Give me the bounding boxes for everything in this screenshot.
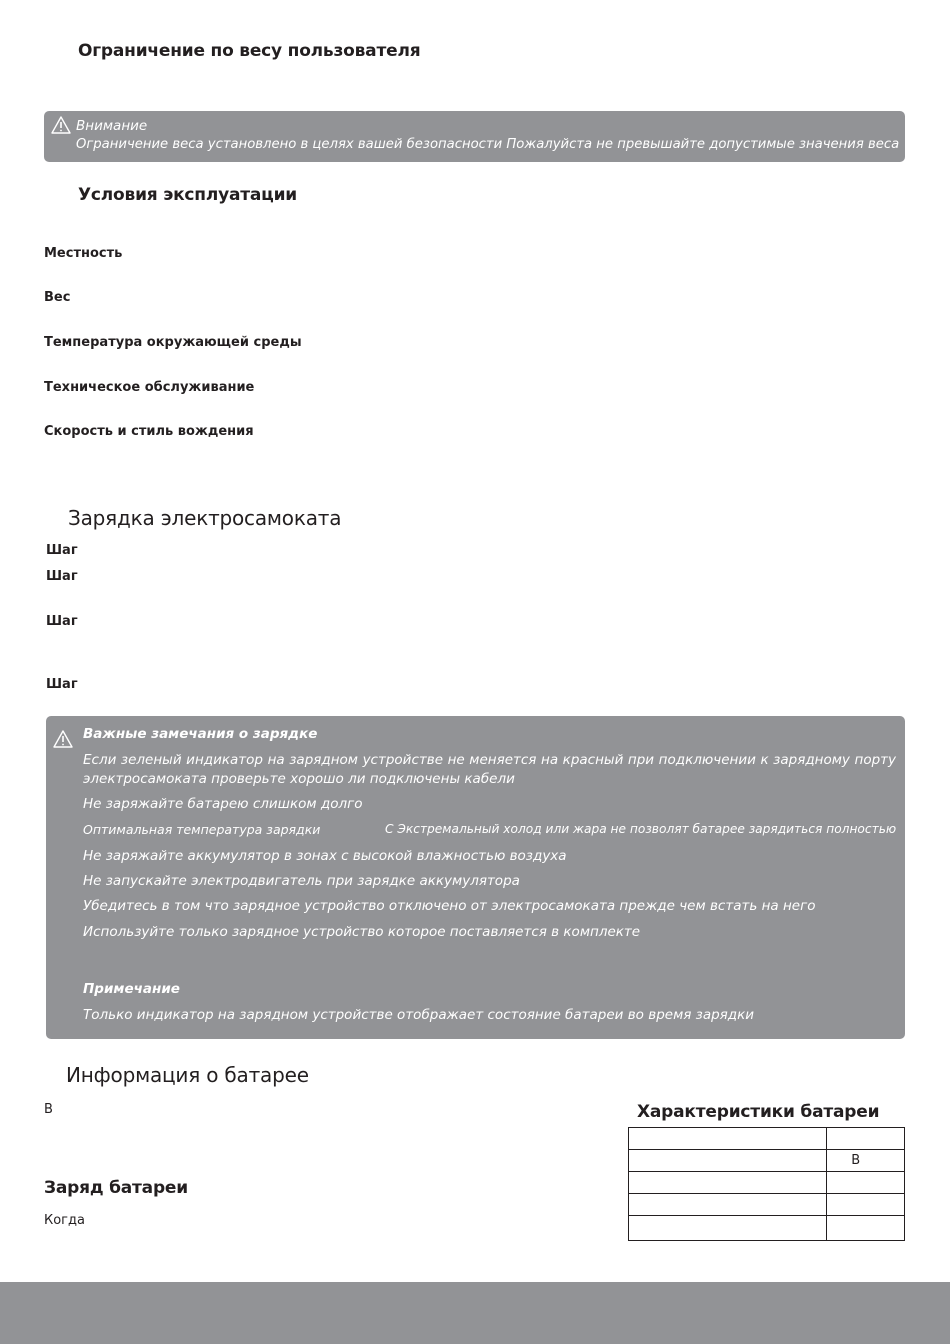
charging-note-indicator: Если зеленый индикатор на зарядном устройстве не меняется на красный при подключении к зарядному порту электросамоката проверьте хорошо ли подключены кабели — [83, 752, 896, 787]
condition-maintenance: Техническое обслуживание — [44, 380, 255, 395]
battery-specs-table — [628, 1127, 905, 1241]
charging-note-2: Оптимальная температура зарядки — [83, 822, 321, 837]
warning-icon — [51, 116, 71, 134]
charging-remark-title: Примечание — [83, 981, 180, 997]
spec-value-cell — [827, 1172, 905, 1194]
charging-step-4: Шаг — [46, 677, 78, 692]
charging-note-6: Используйте только зарядное устройство которое поставляется в комплекте — [83, 924, 641, 940]
table-row — [629, 1194, 905, 1216]
charging-notes-box — [46, 716, 905, 1039]
charging-remark-text: Только индикатор на зарядном устройстве отображает состояние батареи во время зарядки — [83, 1007, 755, 1023]
charging-heading: Зарядка электросамоката — [68, 506, 342, 530]
spec-label-cell — [629, 1150, 827, 1172]
charging-note-1: Не заряжайте батарею слишком долго — [83, 796, 363, 812]
spec-value-cell — [827, 1128, 905, 1150]
charging-step-2: Шаг — [46, 569, 78, 584]
table-row — [629, 1128, 905, 1150]
battery-charge-text: Когда — [44, 1213, 85, 1228]
spec-value-cell: В — [827, 1150, 905, 1172]
table-row — [629, 1216, 905, 1241]
weight-warning-text: Ограничение веса установлено в целях вашей безопасности Пожалуйста не превышайте допустимые значения веса — [76, 137, 900, 152]
spec-value-cell — [827, 1194, 905, 1216]
spec-label-cell — [629, 1128, 827, 1150]
condition-speed-style: Скорость и стиль вождения — [44, 424, 254, 439]
charging-note-2-continued: С Экстремальный холод или жара не позволят батарее зарядиться полностью — [385, 822, 897, 836]
battery-charge-heading: Заряд батареи — [44, 1178, 188, 1198]
condition-weight: Вес — [44, 290, 71, 305]
spec-label-cell — [629, 1216, 827, 1241]
footer-bar — [0, 1282, 950, 1344]
warning-icon — [53, 730, 73, 748]
table-row — [629, 1150, 905, 1172]
weight-warning-box — [44, 111, 905, 162]
charging-step-1: Шаг — [46, 543, 78, 558]
battery-specs-heading: Характеристики батареи — [637, 1102, 880, 1122]
spec-label-cell — [629, 1194, 827, 1216]
charging-note-3: Не заряжайте аккумулятор в зонах с высокой влажностью воздуха — [83, 848, 567, 864]
weight-warning-title: Внимание — [76, 118, 148, 134]
table-row — [629, 1172, 905, 1194]
charging-note-5: Убедитесь в том что зарядное устройство отключено от электросамоката прежде чем встать на него — [83, 898, 816, 914]
charging-step-3: Шаг — [46, 614, 78, 629]
condition-temperature: Температура окружающей среды — [44, 335, 302, 350]
battery-info-text: В — [44, 1102, 53, 1117]
spec-label-cell — [629, 1172, 827, 1194]
charging-note-4: Не запускайте электродвигатель при зарядке аккумулятора — [83, 873, 520, 889]
battery-info-heading: Информация о батарее — [66, 1063, 309, 1087]
conditions-heading: Условия эксплуатации — [78, 185, 298, 205]
spec-value-cell — [827, 1216, 905, 1241]
condition-terrain: Местность — [44, 246, 123, 261]
weight-limit-heading: Ограничение по весу пользователя — [78, 41, 421, 61]
charging-notes-title: Важные замечания о зарядке — [83, 726, 318, 742]
